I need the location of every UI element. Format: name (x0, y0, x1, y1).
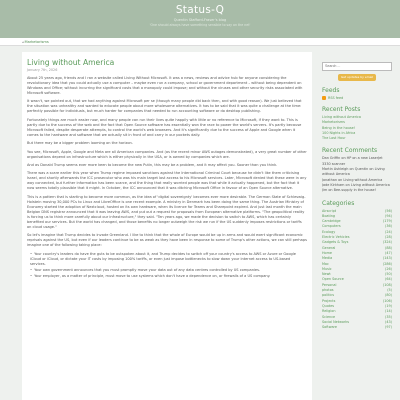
subscribe-email-button[interactable]: Get updates by email (338, 74, 376, 81)
category-name: Personal (322, 282, 337, 287)
category-name: Software (322, 325, 337, 330)
category-count: (143) (382, 256, 392, 261)
recent-post-link[interactable]: Living without America (322, 115, 361, 119)
recent-comment-item[interactable]: Martin Ashleigh on Quentin on Living without America (322, 167, 385, 177)
rss-label: RSS feed (328, 96, 344, 100)
category-name: Ecology (322, 229, 336, 234)
category-name: Boating (322, 213, 336, 218)
category-name: Social Networks (322, 319, 350, 324)
category-name: Religion (322, 309, 336, 314)
category-count: (64) (385, 277, 392, 282)
nav-bar (0, 38, 400, 46)
category-name: Cambridge (322, 219, 341, 224)
list-item: • Your own government announces that you must promptly move your data out of any data centres controlled by US companies. (30, 268, 307, 273)
category-count: (106) (382, 298, 392, 303)
category-count: (88) (385, 245, 392, 250)
post-paragraph: Fortunately things are much easier now, and many people can run their lives quite happily with little or no reference to Microsoft, if they want to. This is partly due to the success of the web and the fact that Open Source software has essentially won the race to power the world's servers. It's partly because Microsoft failed, despite desperate attempts, to control the world's web browsers. And it's significantly due to the success of Apple and Google when it comes to the hardware and software that we actually sit in front of and carry in our pockets daily. (27, 117, 302, 137)
category-count: (19) (385, 303, 392, 308)
category-count: (35) (385, 314, 392, 319)
nav-arrow-icon: ◂ (22, 39, 24, 44)
post-paragraph: It wasn't, we pointed out, that we had anything against Microsoft per se (though many people did back then, and with good reason). We just believed that the situation was unhealthy and wanted to educate people about more wholesome alternatives. It has to be said that it was quite a challenge at the time: perfectly possible for individuals, but much harder for companies that needed to run accounting software or do desktop publishing. (27, 99, 302, 114)
list-item: • Your country's leaders do have the guts to be outspoken about it, and Trump decides to switch off your country's access to AWS or Azure or Google iCloud or iCloud, or dictate your IT costs by imposing 100% tariffs, or even just impose bottlenecks to slow down your internet access to US-based services. (30, 252, 307, 267)
category-count: (286) (382, 261, 392, 266)
category-name: Media (322, 256, 333, 261)
recent-posts-heading: Recent Posts (322, 106, 361, 113)
category-name: Projects (322, 298, 336, 303)
recent-comments-heading: Recent Comments (322, 147, 378, 155)
recent-comment-item[interactable]: Jade Kirkham on Living without America (322, 182, 390, 187)
category-count: (56) (385, 208, 392, 213)
category-count: (97) (385, 325, 392, 330)
post-paragraph: And as Donald Trump seems ever more keen to become the new Putin, this may be a problem, and it may affect you. Sooner than you think. (27, 162, 278, 167)
category-count: (24) (385, 229, 392, 234)
list-item: • Your employer, as a matter of principle, must move to use systems which don't have a dependence on, or firewalls of a US company. (30, 274, 307, 279)
feeds-heading: Feeds (322, 87, 340, 94)
category-name: Science (322, 314, 336, 319)
category-count: (36) (385, 224, 392, 229)
recent-comment-item[interactable]: Dan Griffin on HP on a new LaserJet 3330 scanner (322, 156, 383, 166)
recent-comment-item[interactable]: Jonathan on Living without America (322, 177, 383, 182)
site-header (0, 0, 400, 38)
category-name: politics (322, 293, 335, 298)
sidebar (322, 52, 392, 400)
category-item[interactable] (322, 325, 392, 330)
category-count: (5) (387, 288, 392, 293)
category-name: photos (322, 288, 334, 293)
categories-heading: Categories (322, 199, 355, 207)
post-paragraph: This is a pattern that is starting to become more common, as the idea of 'digital sovereignty' becomes ever more desirable. The German State of Schleswig-Holstein moving 30,000 PCs to Linux and LibreOffice is one recent example. A ministry in Denmark has been doing the same thing. The Austrian Ministry of Economy started the adoption of Nextcloud, hosted on its own hardware, when its licence for Teams and Sharepoint expired. And just last month the main Belgian DNS registrar announced that it was leaving AWS, and put out a request for proposals from European alternative platforms. "The geopolitical reality is forcing us to think more carefully about our infrastructure," they said. "Ten years ago, we made the decision to switch to AWS, which has certainly benefited our services. But the world has changed, and those benefits no longer outweigh the risk we run if the US suddenly imposes restrictions or tariffs on cloud usage." (27, 194, 306, 229)
post-paragraph: There was a scare earlier this year when Trump regime imposed sanctions against the International Criminal Court because he didn't like them criticising Israel, and shortly afterwards the ICC prosecutor who was his main target lost access to his Microsoft services. Later, Microsoft denied that these were in any way connected, but further information has been scarce, and the thing that really worried people was that while it actually happened, but the fact that it now seems totally plausible that it might. In October, the ICC announced that it was ditching Microsoft Office in favour of an Open Source alternative. (27, 171, 307, 191)
search-input[interactable] (322, 62, 392, 71)
category-name: Newt (322, 272, 331, 277)
categories-list (322, 209, 392, 331)
category-count: (179) (382, 219, 392, 224)
category-count: (28) (385, 235, 392, 240)
category-name: Home (322, 250, 333, 255)
post-bullet-list (27, 252, 307, 280)
rss-feed-link[interactable] (322, 96, 392, 100)
category-name: General (322, 245, 336, 250)
site-title[interactable]: Status-Q (175, 4, 225, 16)
post-title[interactable]: Living without America (27, 58, 115, 67)
site-tagline: 'One should always have something sensible to say on the net' (149, 23, 251, 27)
category-count: (14) (385, 309, 392, 314)
category-count: (80) (385, 293, 392, 298)
category-count: (26) (385, 266, 392, 271)
category-count: (324) (382, 240, 392, 245)
page-layout (0, 48, 400, 400)
recent-posts-list (322, 115, 392, 141)
search-block (322, 52, 392, 81)
category-count: (94) (385, 213, 392, 218)
post-date: January 7th, 2026 (27, 68, 58, 72)
site-description: Quentin Stafford-Fraser's blog (173, 18, 227, 22)
category-name: Gadgets & Toys (322, 240, 349, 245)
category-count: (43) (385, 319, 392, 324)
category-name: Airscript (322, 208, 337, 213)
recent-comment-item[interactable]: Jim on Bee-supply in the house! (322, 188, 376, 193)
category-name: Quotes (322, 303, 335, 308)
category-count: (47) (385, 250, 392, 255)
category-name: Open Source (322, 277, 344, 282)
category-name: Electric Vehicles (322, 235, 350, 240)
post-body (27, 76, 307, 279)
main-content (22, 52, 312, 400)
nav-link-previous-post[interactable]: Marketorisms (24, 39, 49, 44)
category-name: Music (322, 266, 332, 271)
category-name: Mac (322, 261, 329, 266)
post-paragraph: But there may be a bigger problem looming on the horizon. (27, 141, 133, 146)
recent-post-link[interactable]: Marketorisms (322, 120, 345, 125)
category-count: (108) (382, 282, 392, 287)
post-paragraph: So let's imagine that Trump decides to invade Greenland. I like to think that the whole of Europe would be up in arms and would exert significant economic reprisals against the US, but even if our leaders continue to be as weak as they have been in response to some of Trump's other actions, we can still perhaps imagine one of the following taking place: (27, 233, 307, 248)
category-count: (50) (385, 272, 392, 277)
recent-post-link[interactable]: Being in the house! (322, 125, 356, 130)
rss-icon (322, 96, 326, 100)
post-paragraph: About 25 years ago, friends and I ran a website called Living Without Microsoft. It was a news, reviews and advice hub for anyone considering the revolutionary idea that you could actually use a computer – maybe even run a company, school or government department – without being dependent on Windows and Office; without incurring the significant costs that a monopoly could impose; and without the viruses and other security risks associated with Microsoft software. (27, 76, 303, 95)
recent-post-link[interactable]: The Lost Hour (322, 136, 346, 141)
post-paragraph: You see, Microsoft, Apple, Google and Meta are all American companies. And (as the recent minor AWS outages demonstrated), a very great number of other organisations depend on infrastructure which is either physically in the USA, or is owned by companies which are. (27, 149, 307, 159)
category-name: Computers (322, 224, 341, 229)
recent-post-link[interactable]: 100 Nights in Africa (322, 130, 356, 135)
recent-comments-list (322, 156, 392, 193)
